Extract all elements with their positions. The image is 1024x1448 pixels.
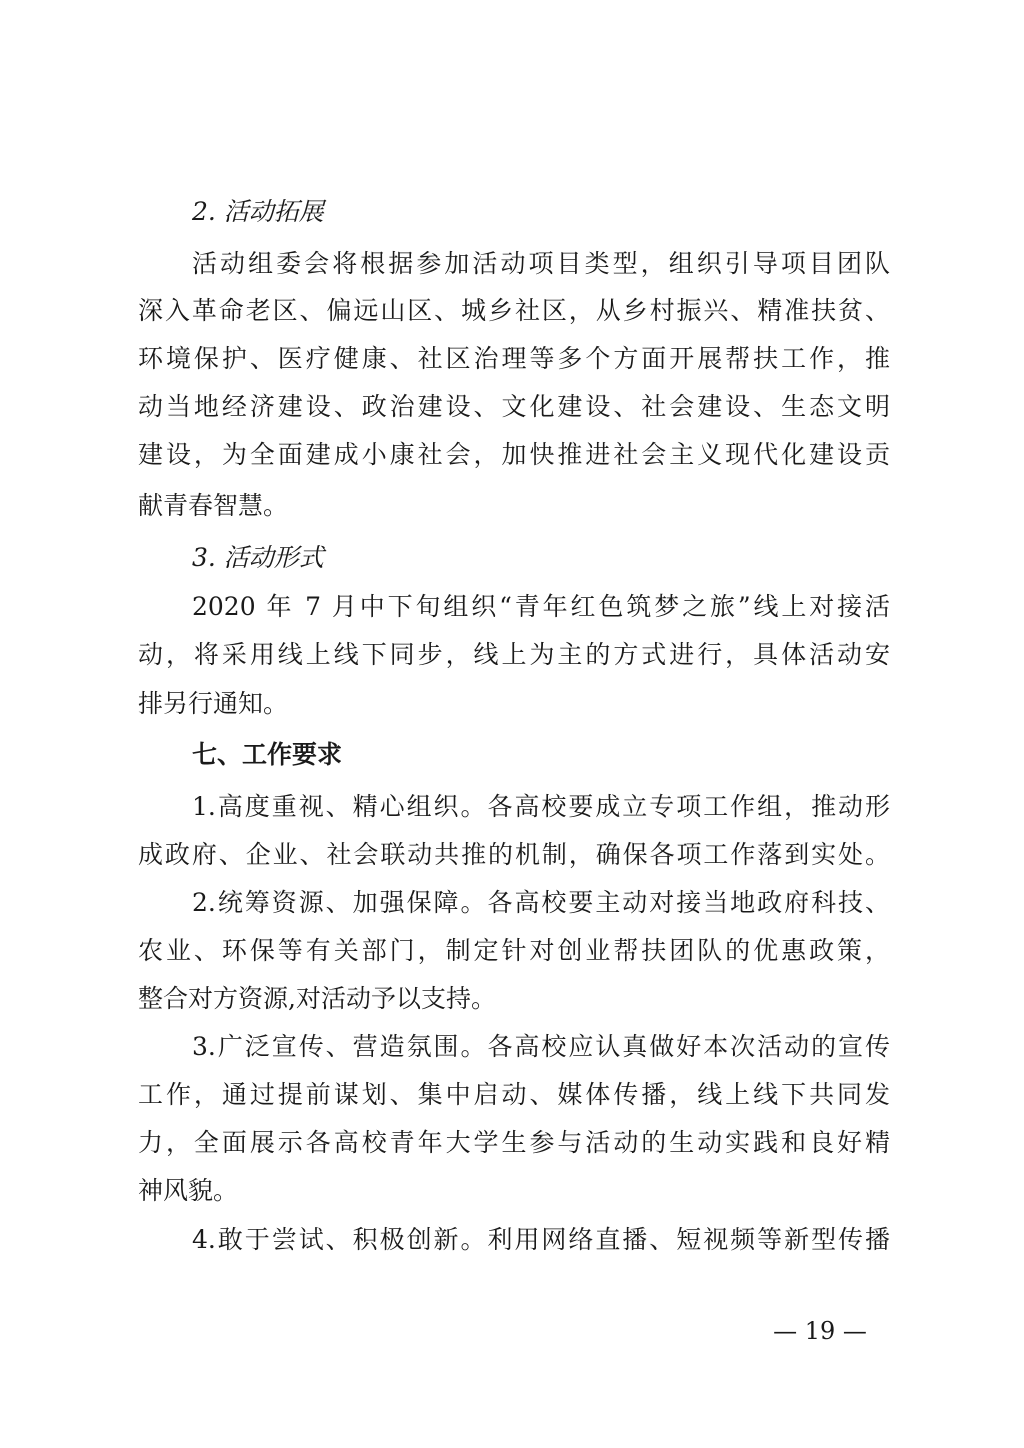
paragraph-line: 3.广泛宣传、营造氛围。各高校应认真做好本次活动的宣传 (192, 1032, 890, 1061)
paragraph-line: 排另行通知。 (138, 689, 289, 718)
paragraph-line: 深入革命老区、偏远山区、城乡社区，从乡村振兴、精准扶贫、 (138, 296, 890, 325)
paragraph-line: 环境保护、医疗健康、社区治理等多个方面开展帮扶工作，推 (138, 344, 890, 373)
paragraph-line: 动，将采用线上线下同步，线上为主的方式进行，具体活动安 (138, 640, 890, 669)
paragraph-line: 农业、环保等有关部门，制定针对创业帮扶团队的优惠政策， (138, 936, 890, 965)
section-heading-work-requirements: 七、工作要求 (192, 740, 343, 769)
paragraph-line: 整合对方资源,对活动予以支持。 (138, 984, 496, 1013)
subheading-activity-format: 3. 活动形式 (192, 543, 324, 572)
subheading-activity-expansion: 2. 活动拓展 (192, 197, 324, 226)
paragraph-line: 献青春智慧。 (138, 491, 289, 520)
paragraph-line: 2.统筹资源、加强保障。各高校要主动对接当地政府科技、 (192, 888, 890, 917)
paragraph-line: 1.高度重视、精心组织。各高校要成立专项工作组，推动形 (192, 792, 890, 821)
paragraph-line: 活动组委会将根据参加活动项目类型，组织引导项目团队 (192, 249, 890, 278)
paragraph-line: 工作，通过提前谋划、集中启动、媒体传播，线上线下共同发 (138, 1080, 890, 1109)
page-number: — 19 — (773, 1317, 867, 1345)
paragraph-line: 动当地经济建设、政治建设、文化建设、社会建设、生态文明 (138, 392, 890, 421)
paragraph-line: 建设，为全面建成小康社会，加快推进社会主义现代化建设贡 (138, 440, 890, 469)
paragraph-line: 成政府、企业、社会联动共推的机制，确保各项工作落到实处。 (138, 840, 890, 869)
paragraph-line: 4.敢于尝试、积极创新。利用网络直播、短视频等新型传播 (192, 1225, 890, 1254)
paragraph-line: 神风貌。 (138, 1176, 239, 1205)
paragraph-line: 2020 年 7 月中下旬组织“青年红色筑梦之旅”线上对接活 (192, 592, 890, 621)
paragraph-line: 力，全面展示各高校青年大学生参与活动的生动实践和良好精 (138, 1128, 890, 1157)
